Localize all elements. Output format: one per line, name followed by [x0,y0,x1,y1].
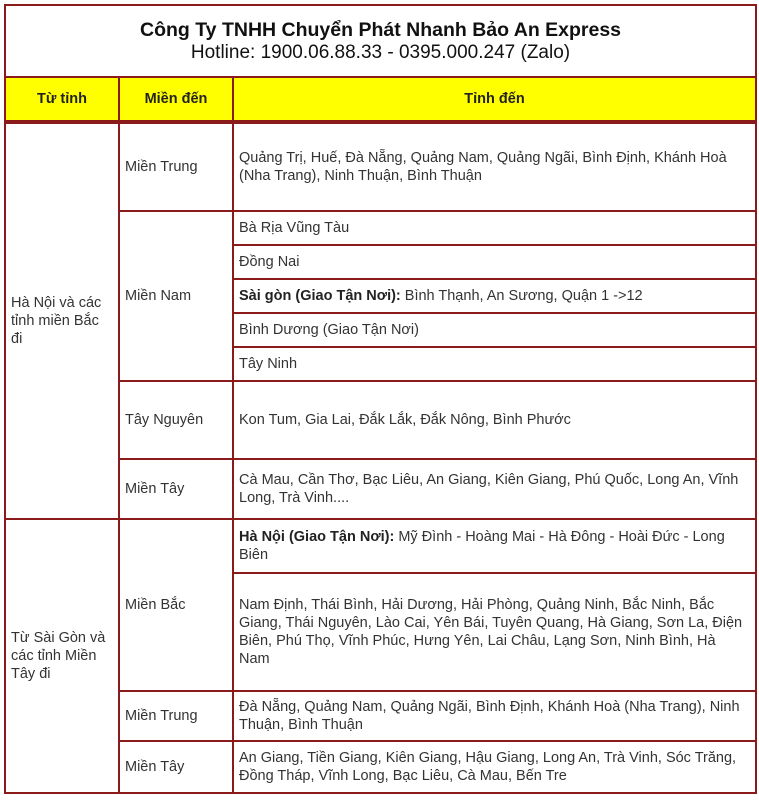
provinces-cell: Nam Định, Thái Bình, Hải Dương, Hải Phòng, Quảng Ninh, Bắc Ninh, Bắc Giang, Thái Nguyên, Lào Cai, Yên Bái, Tuyên Quang, Hà Giang, Sơn La, Điện Biên, Phú Thọ, Vĩnh Phúc, Hưng Yên, Lai Châu, Lạng Sơn, Ninh Bình, Hà Nam [233,573,756,691]
provinces-cell: Hà Nội (Giao Tận Nơi): Mỹ Đình - Hoàng Mai - Hà Đông - Hoài Đức - Long Biên [233,519,756,573]
title-cell [5,5,756,77]
region-cell: Miền Tây [119,459,233,519]
origin-cell: Hà Nội và các tỉnh miền Bắc đi [5,123,119,519]
provinces-cell: Quảng Trị, Huế, Đà Nẵng, Quảng Nam, Quảng Ngãi, Bình Định, Khánh Hoà (Nha Trang), Ninh Thuận, Bình Thuận [233,123,756,211]
company-name: Công Ty TNHH Chuyển Phát Nhanh Bảo An Express [139,19,622,41]
region-cell: Miền Tây [119,741,233,793]
column-header-from: Từ tỉnh [5,77,119,121]
provinces-cell: Tây Ninh [233,347,756,381]
provinces-cell: Bình Dương (Giao Tận Nơi) [233,313,756,347]
column-header-region: Miền đến [119,77,233,121]
provinces-cell: Sài gòn (Giao Tận Nơi): Bình Thạnh, An Sương, Quận 1 ->12 [233,279,756,313]
region-cell: Miền Bắc [119,519,233,691]
provinces-cell: Cà Mau, Cần Thơ, Bạc Liêu, An Giang, Kiên Giang, Phú Quốc, Long An, Vĩnh Long, Trà Vinh.... [233,459,756,519]
provinces-cell: An Giang, Tiền Giang, Kiên Giang, Hậu Giang, Long An, Trà Vinh, Sóc Trăng, Đồng Tháp, Vĩnh Long, Bạc Liêu, Cà Mau, Bến Tre [233,741,756,793]
header-row [5,77,756,121]
table-row [5,123,756,211]
shipping-routes-table [4,4,757,794]
provinces-cell: Đồng Nai [233,245,756,279]
column-header-provinces: Tỉnh đến [233,77,756,121]
provinces-cell: Bà Rịa Vũng Tàu [233,211,756,245]
provinces-cell: Đà Nẵng, Quảng Nam, Quảng Ngãi, Bình Định, Khánh Hoà (Nha Trang), Ninh Thuận, Bình Thuận [233,691,756,741]
title-row [5,5,756,77]
origin-cell: Từ Sài Gòn và các tỉnh Miền Tây đi [5,519,119,793]
region-cell: Miền Trung [119,123,233,211]
hotline: Hotline: 1900.06.88.33 - 0395.000.247 (Zalo) [190,42,571,63]
provinces-cell: Kon Tum, Gia Lai, Đắk Lắk, Đắk Nông, Bình Phước [233,381,756,459]
region-cell: Miền Nam [119,211,233,381]
shipping-table-container [4,4,755,794]
region-cell: Tây Nguyên [119,381,233,459]
table-row [5,519,756,573]
region-cell: Miền Trung [119,691,233,741]
